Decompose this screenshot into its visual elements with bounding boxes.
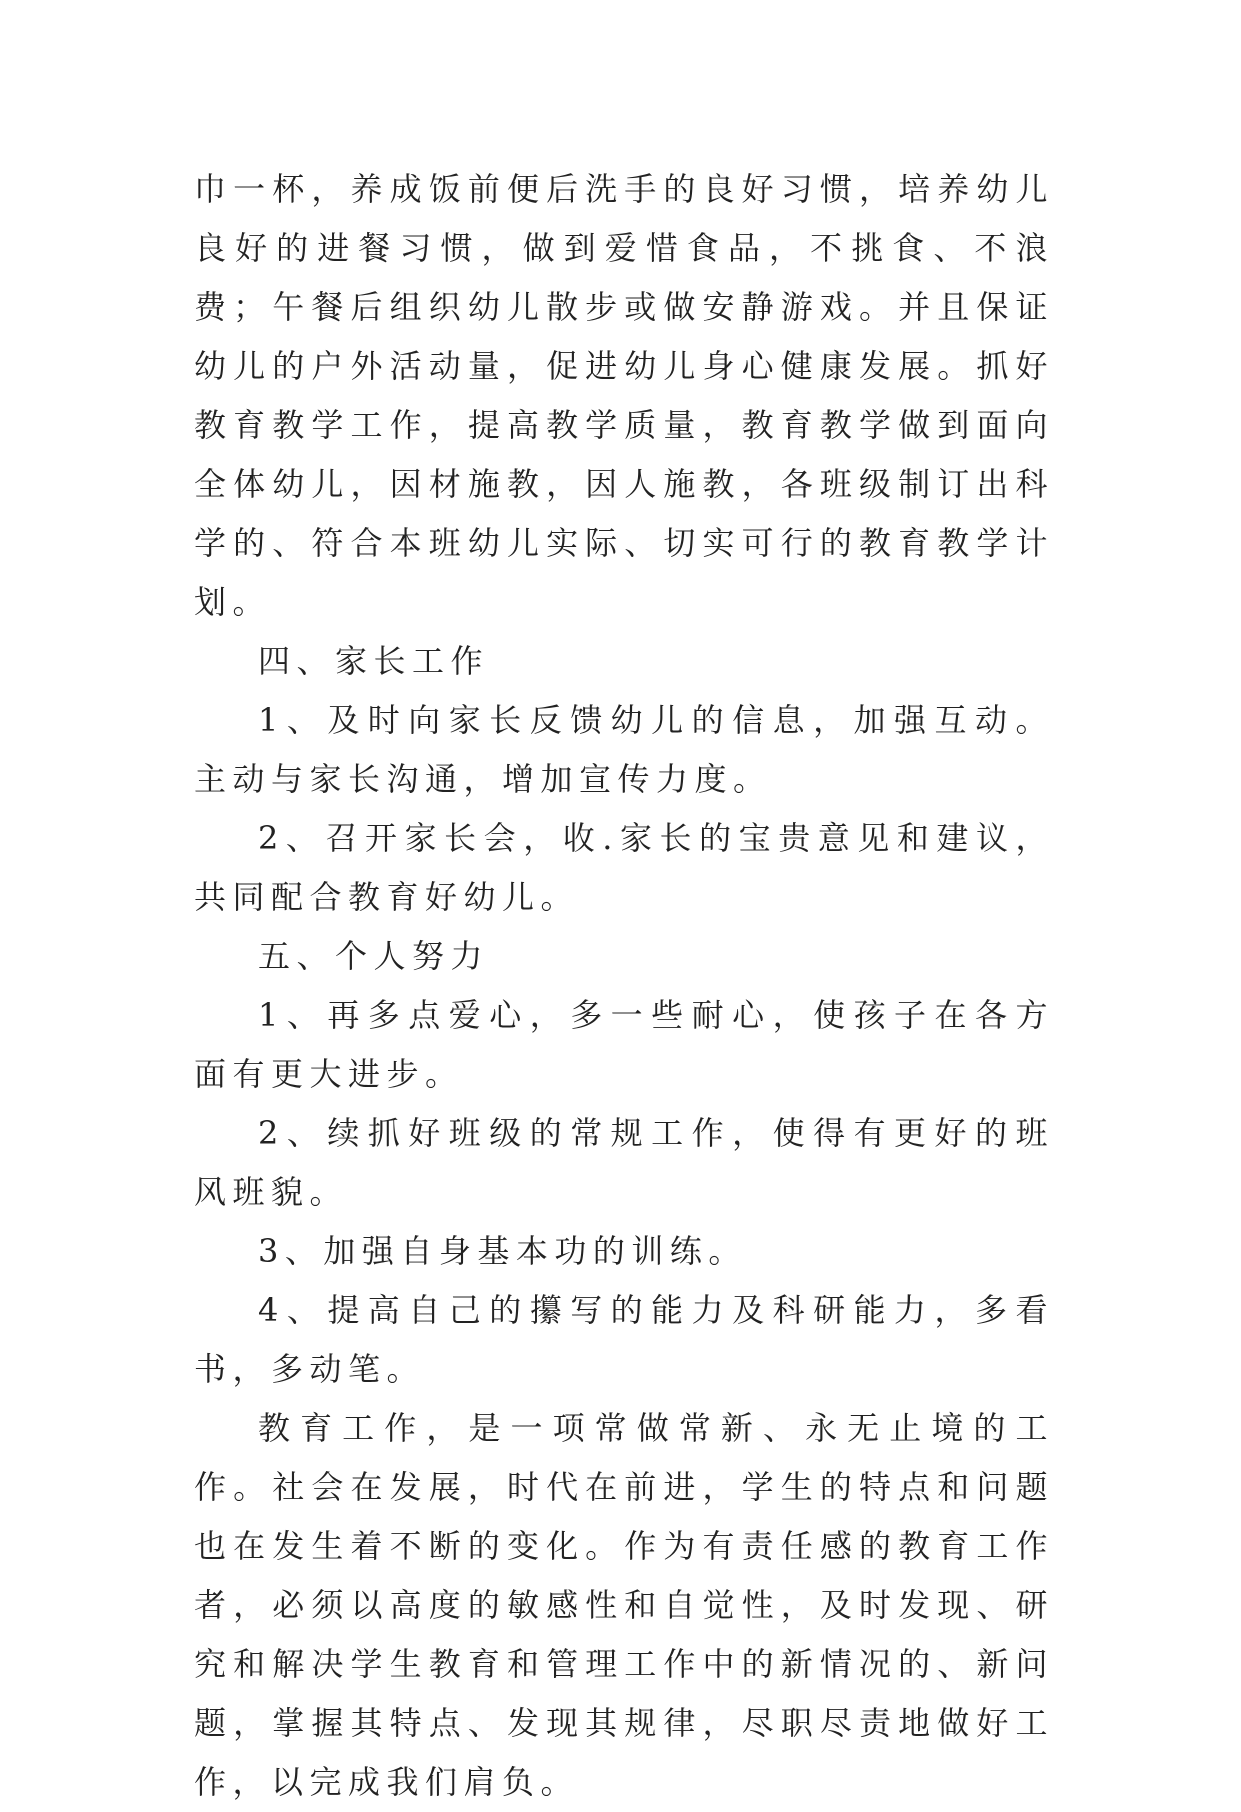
body-paragraph: 巾一杯，养成饭前便后洗手的良好习惯，培养幼儿良好的进餐习惯，做到爱惜食品，不挑食、不浪费；午餐后组织幼儿散步或做安静游戏。并且保证幼儿的户外活动量，促进幼儿身心健康发展。抓好教育教学工作，提高教学质量，教育教学做到面向全体幼儿，因材施教，因人施教，各班级制订出科学的、符合本班幼儿实际、切实可行的教育教学计划。: [194, 170, 1054, 621]
document-page: [194, 160, 1054, 1812]
list-item: 1、及时向家长反馈幼儿的信息，加强互动。主动与家长沟通，增加宣传力度。: [194, 701, 1054, 798]
list-item: 2、续抓好班级的常规工作，使得有更好的班风班貌。: [194, 1114, 1054, 1211]
section-heading-personal-effort: 五、个人努力: [258, 937, 490, 975]
list-item: 1、再多点爱心，多一些耐心，使孩子在各方面有更大进步。: [194, 996, 1054, 1093]
list-item: 2、召开家长会，收.家长的宝贵意见和建议，共同配合教育好幼儿。: [194, 819, 1054, 916]
list-item: 3、加强自身基本功的训练。: [258, 1232, 747, 1270]
list-item: 4、提高自己的攥写的能力及科研能力，多看书，多动笔。: [194, 1291, 1054, 1388]
section-heading-parent-work: 四、家长工作: [258, 642, 490, 680]
conclusion-paragraph: 教育工作，是一项常做常新、永无止境的工作。社会在发展，时代在前进，学生的特点和问题也在发生着不断的变化。作为有责任感的教育工作者，必须以高度的敏感性和自觉性，及时发现、研究和解决学生教育和管理工作中的新情况的、新问题，掌握其特点、发现其规律，尽职尽责地做好工作，以完成我们肩负。: [194, 1409, 1054, 1801]
